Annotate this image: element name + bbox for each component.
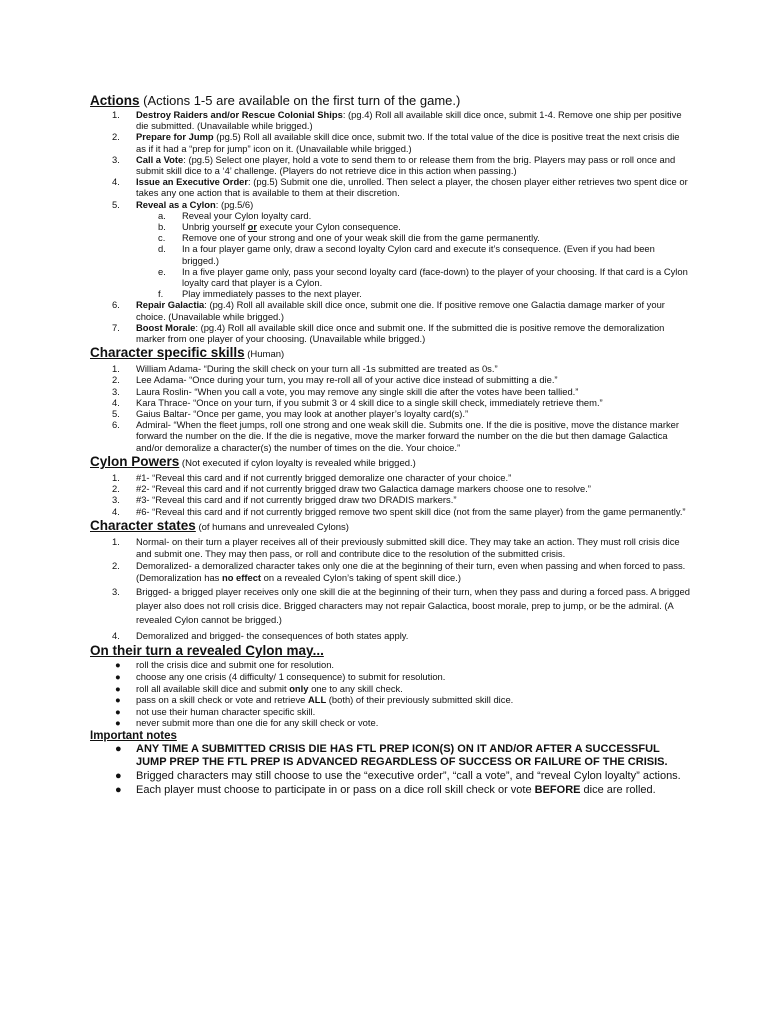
list-item: ● roll the crisis dice and submit one for resolution.	[115, 659, 335, 671]
list-item: ● choose any one crisis (4 difficulty/ 1 consequence) to submit for resolution.	[115, 670, 446, 682]
notes-heading: Important notes	[90, 729, 177, 742]
actions-heading: Actions	[90, 93, 140, 108]
list-item: 5. Gaius Baltar- “Once per game, you may look at another player’s loyalty card(s).”	[112, 408, 469, 420]
list-item: ● not use their human character specific skill.	[115, 705, 316, 717]
bullet-icon: ●	[115, 694, 121, 706]
notes-list	[90, 743, 690, 797]
list-item: b. Unbrig yourself or execute your Cylon consequence.	[158, 221, 401, 233]
skills-heading-row	[90, 344, 690, 363]
actions-list-continued	[90, 299, 690, 344]
list-item: 6. Admiral- “When the fleet jumps, roll one strong and one weak skill die. Submits one. If the die is positive, move the distance marker forward the number on the die. If the die is negative, move the marker forward the number on the die but then damage Galactica and/or demoralize a character(s) the number of times on the die. Your choice.”	[112, 419, 679, 453]
list-item: 2. Lee Adama- “Once during your turn, you may re-roll all of your active dice instead of submitting a die.”	[112, 374, 558, 386]
bullet-icon: ●	[115, 783, 122, 796]
list-item: 3. Call a Vote: (pg.5) Select one player, hold a vote to send them to or release them from the brig. Players may pass or roll once and submit skill dice to a ‘4’ challenge. (Players do not retrieve dice in this action when passing.)	[112, 153, 676, 177]
list-item: 3. Brigged- a brigged player receives only one skill die at the beginning of their turn, when they pass and during a forced pass. A brigged player also does not roll crisis dice. Brigged characters may not repair Galactica, boost morale, prep to jump, or be the admiral. (A revealed Cylon cannot be brigged.)	[112, 585, 690, 625]
skills-heading: Character specific skills	[90, 345, 245, 361]
list-item: e. In a five player game only, pass your second loyalty card (face-down) to the player of your choosing. If that card is a Cylon loyalty card that player is a Cylon.	[158, 265, 688, 289]
list-item: ● ANY TIME A SUBMITTED CRISIS DIE HAS FTL PREP ICON(S) ON IT AND/OR AFTER A SUCCESSFUL JUMP PREP THE FTL PREP IS ADVANCED REGARDLESS OF SUCCESS OR FAILURE OF THE CRISIS.	[115, 742, 668, 769]
list-item: 2. #2- “Reveal this card and if not currently brigged draw two Galactica damage markers choose one to resolve.”	[112, 483, 591, 495]
powers-note: (Not executed if cylon loyalty is revealed while brigged.)	[179, 457, 416, 469]
bullet-icon: ●	[115, 670, 121, 682]
list-item: f. Play immediately passes to the next player.	[158, 288, 362, 300]
powers-heading: Cylon Powers	[90, 453, 180, 469]
list-item: ● Brigged characters may still choose to use the “executive order”, “call a vote”, and “reveal Cylon loyalty” actions.	[115, 770, 681, 783]
skills-list	[90, 363, 690, 453]
rules-page	[90, 92, 690, 797]
list-item: 4. Kara Thrace- “Once on your turn, if you submit 3 or 4 skill dice to a single skill check, immediately retrieve them.”	[112, 396, 603, 408]
list-item: 4. Demoralized and brigged- the consequences of both states apply.	[112, 630, 409, 642]
revealed-list	[90, 659, 690, 729]
bullet-icon: ●	[115, 682, 121, 694]
skills-note: (Human)	[244, 349, 285, 361]
list-item: ● roll all available skill dice and submit only one to any skill check.	[115, 682, 403, 694]
list-item: 6. Repair Galactia: (pg.4) Roll all available skill dice once, submit one die. If positive remove one Galactia damage marker of your choice. (Unavailable while brigged.)	[112, 299, 665, 322]
powers-list	[90, 472, 690, 517]
list-item: 1. Destroy Raiders and/or Rescue Colonial Ships: (pg.4) Roll all available skill dice once, submit 1-4. Remove one ship per positive die submitted. (Unavailable while brigged.)	[112, 109, 682, 132]
list-item: 2. Prepare for Jump (pg.5) Roll all available skill dice once, submit two. If the total value of the dice is positive treat the next crisis die as if it had a “prep for jump” icon on it. (Unavailable while brigged.)	[112, 131, 680, 154]
states-heading: Character states	[90, 517, 196, 533]
bullet-icon: ●	[115, 770, 122, 783]
list-item: ● pass on a skill check or vote and retrieve ALL (both) of their previously submitted skill dice.	[115, 694, 514, 706]
bullet-icon: ●	[115, 717, 121, 729]
revealed-heading-row	[90, 642, 690, 659]
list-item: a. Reveal your Cylon loyalty card.	[158, 209, 312, 221]
list-item: ● Each player must choose to participate in or pass on a dice roll skill check or vote BEFORE dice are rolled.	[115, 783, 656, 796]
list-item: 3. #3- “Reveal this card and if not currently brigged draw two DRADIS markers.”	[112, 494, 457, 506]
bullet-icon: ●	[115, 705, 121, 717]
list-item: 3. Laura Roslin- “When you call a vote, you may remove any single skill die after the votes have been tallied.”	[112, 385, 579, 397]
actions-list	[90, 109, 690, 210]
list-item: d. In a four player game only, draw a second loyalty Cylon card and execute it’s consequence. (Even if you had been brigged.)	[158, 243, 655, 266]
list-item: 1. #1- “Reveal this card and if not currently brigged demoralize one character of your choice.”	[112, 471, 512, 483]
states-list	[90, 536, 690, 643]
list-item: ● never submit more than one die for any skill check or vote.	[115, 717, 379, 729]
list-item: 1. William Adama- “During the skill check on your turn all -1s submitted are treated as 0s.”	[112, 363, 498, 375]
bullet-icon: ●	[115, 659, 121, 671]
actions-heading-row	[90, 92, 690, 109]
notes-heading-row	[90, 729, 690, 743]
list-item: 4. #6- “Reveal this card and if not currently brigged remove two spent skill dice (not from the same player) from the game permanently.”	[112, 505, 686, 517]
powers-heading-row	[90, 453, 690, 472]
list-item: 4. Issue an Executive Order: (pg.5) Submit one die, unrolled. Then select a player, the chosen player either retrieves two spent dice or takes any one action that is available to them at their discretion.	[112, 176, 688, 199]
reveal-steps-list	[90, 210, 690, 300]
list-item: 5. Reveal as a Cylon: (pg.5/6)	[112, 198, 254, 210]
list-item: c. Remove one of your strong and one of your weak skill die from the game permanently.	[158, 232, 540, 244]
bullet-icon: ●	[115, 742, 122, 755]
revealed-heading: On their turn a revealed Cylon may...	[90, 643, 324, 659]
states-note: (of humans and unrevealed Cylons)	[195, 521, 349, 533]
list-item: 7. Boost Morale: (pg.4) Roll all available skill dice once and submit one. If the submitted die is positive remove the demoralization marker from one player of your choosing. (Unavailable while brigged.)	[112, 321, 665, 345]
list-item: 2. Demoralized- a demoralized character takes only one die at the beginning of their turn, even when passing and when forced to pass. (Demoralization has no effect on a revealed Cylon’s taking of spent skill dice.)	[112, 560, 686, 584]
states-heading-row	[90, 517, 690, 536]
list-item: 1. Normal- on their turn a player receives all of their previously submitted skill dice. They may take an action. They must roll crisis dice and submit one. They may then pass, or roll and contribute dice to the resolution of the submitted crisis.	[112, 535, 680, 559]
actions-note: (Actions 1-5 are available on the first turn of the game.)	[139, 93, 461, 108]
